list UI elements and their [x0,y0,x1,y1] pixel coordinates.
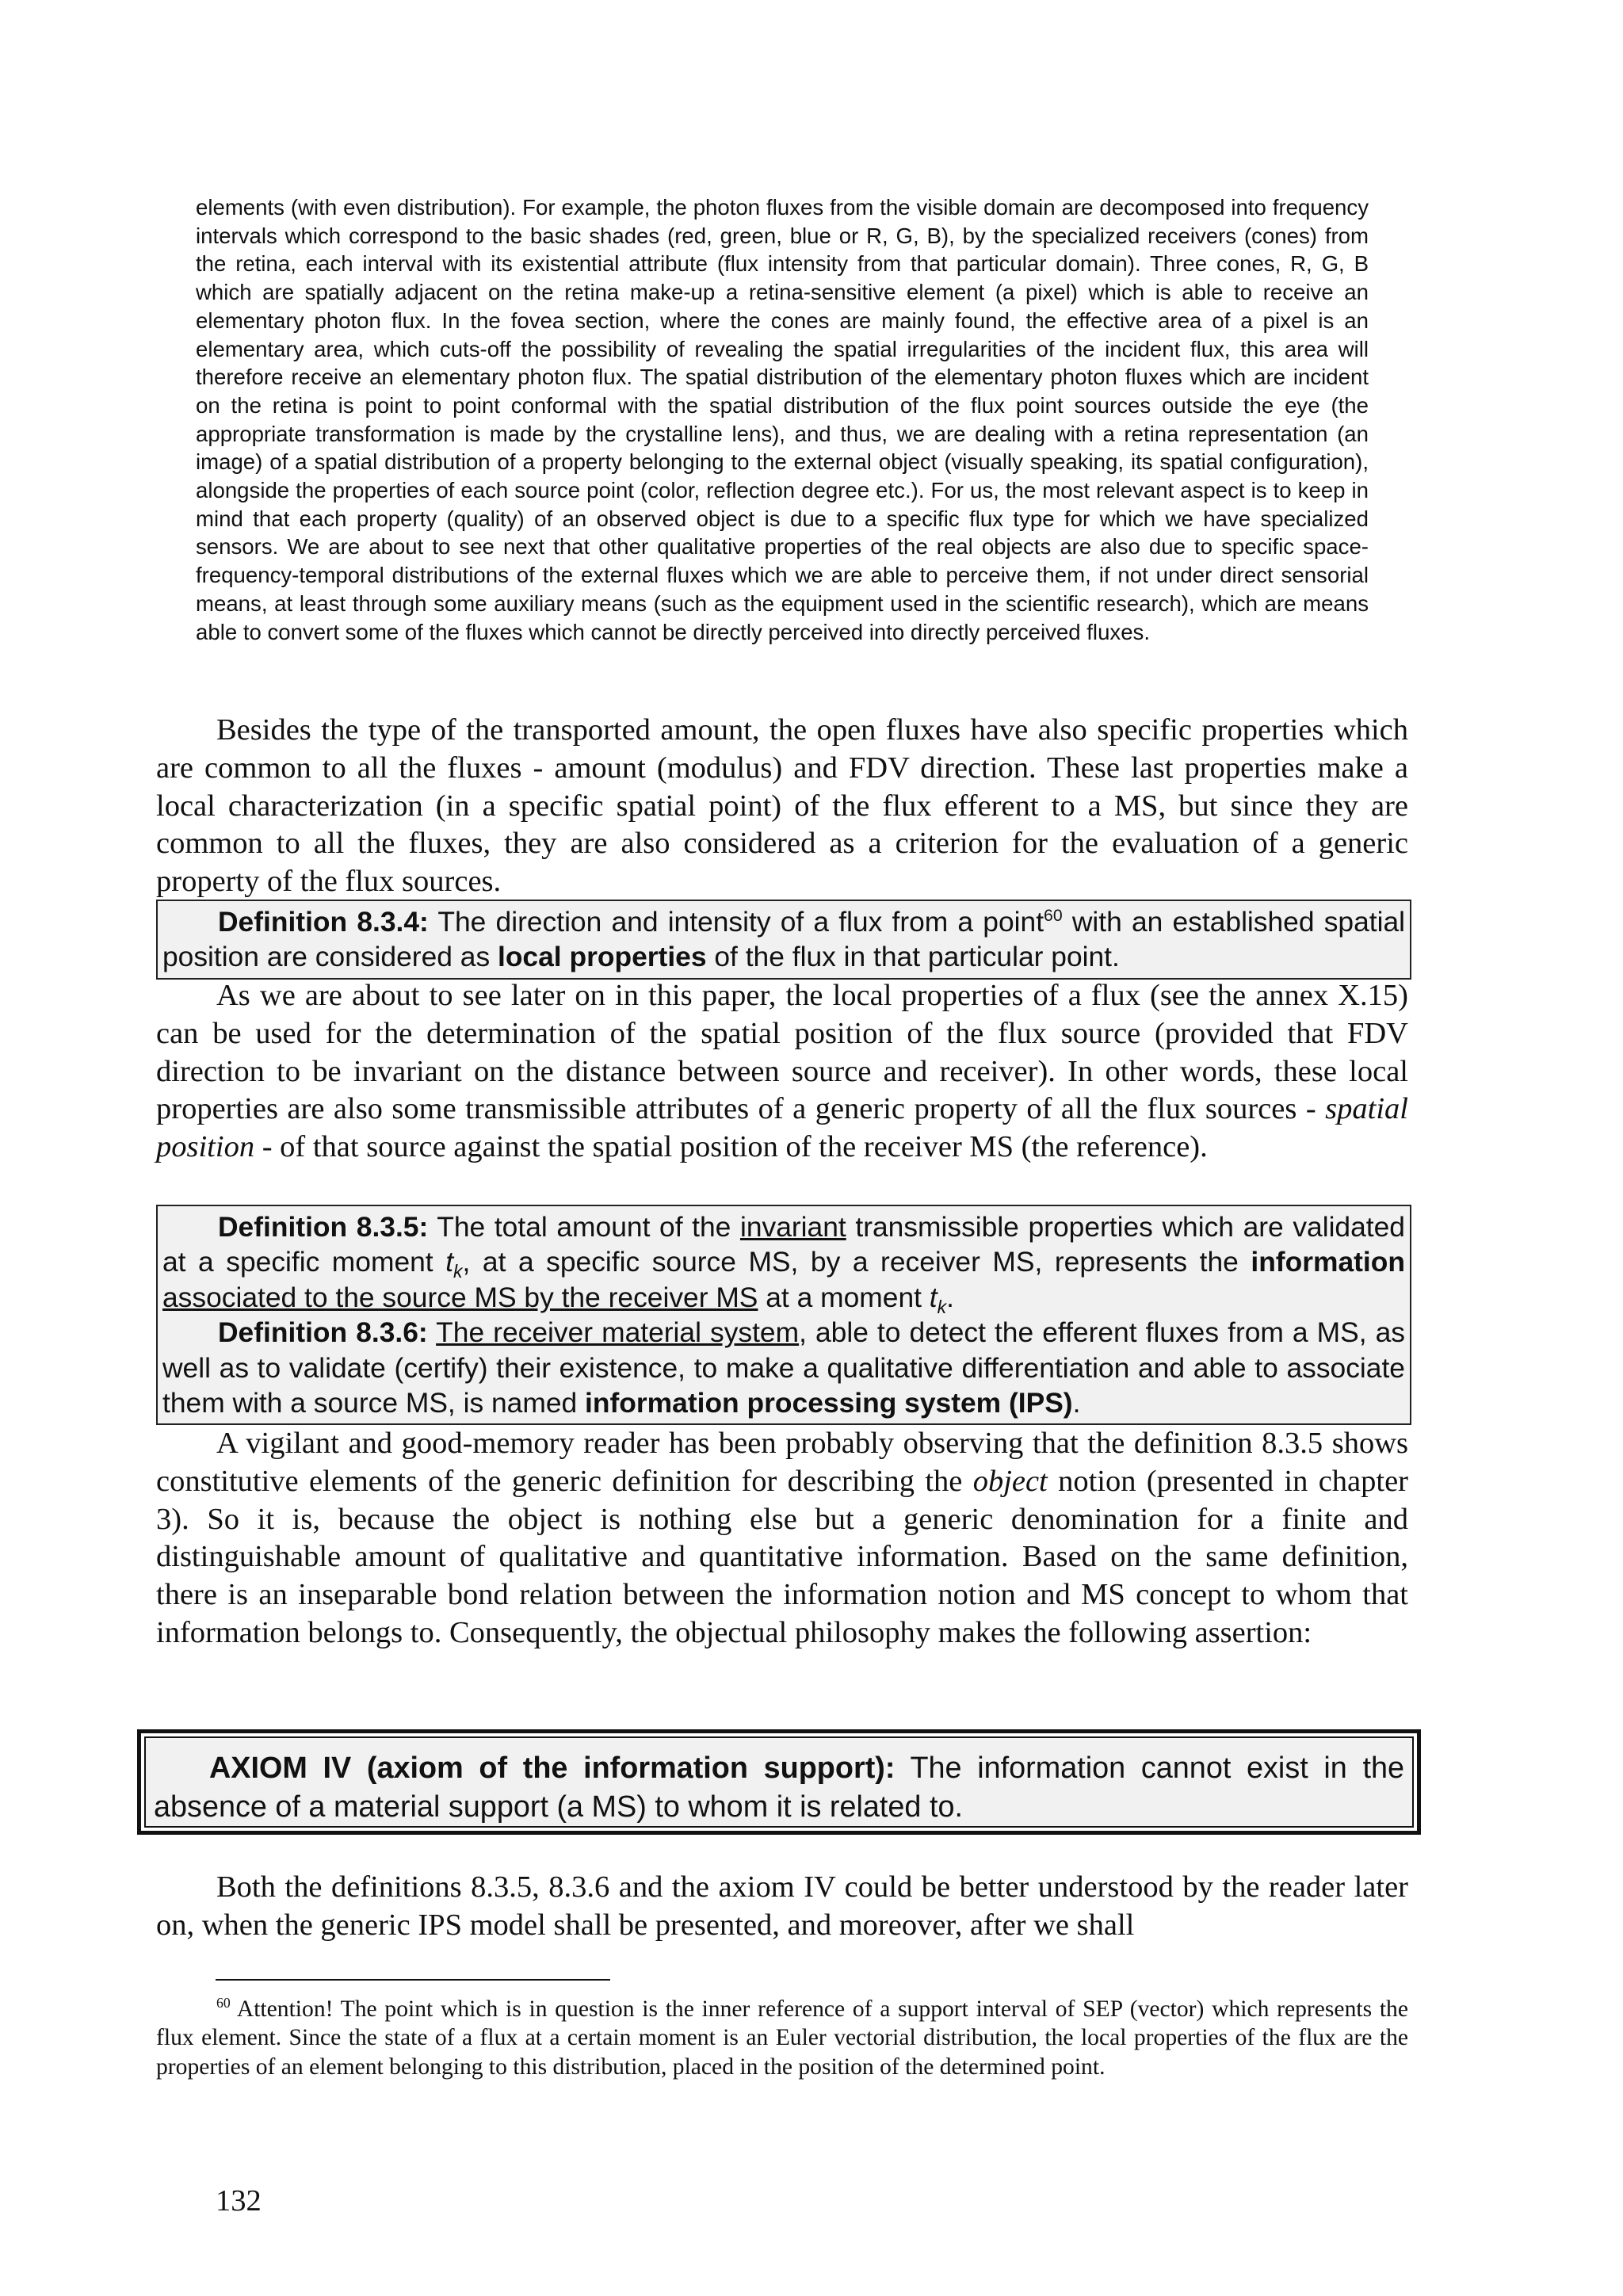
paragraph-4: Both the definitions 8.3.5, 8.3.6 and the axiom IV could be better understood by the reader later on, when the generic IPS model shall be presented, and moreover, after we shall [156,1870,1408,1942]
footnote-60 [156,1995,1408,2081]
definition-label: Definition 8.3.6: [218,1316,428,1349]
underlined-term: invariant [739,1211,846,1243]
definition-text: The total amount of the [428,1211,740,1243]
paragraph-1: Besides the type of the transported amount, the open fluxes have also specific properties which are common to all the fluxes - amount (modulus) and FDV direction. These last properties make a local characterization (in a specific spatial point) of the flux efferent to a MS, but since they are common to all the fluxes, they are also considered as a criterion for the evaluation of a generic property of the flux sources. [156,713,1408,899]
definitions-8-3-5-and-8-3-6-box [156,1205,1411,1425]
definition-8-3-4-box [156,900,1411,980]
definition-label: Definition 8.3.4: [218,906,429,938]
definition-text: . [1072,1387,1081,1419]
footnote-reference[interactable]: 60 [1044,906,1063,926]
footnote-text: Attention! The point which is in question is the inner reference of a support interval of SEP (vector) which represents the flux element. Since the state of a flux at a certain moment is an Euler vectorial distribution, the local properties of the flux are the properties of an element belonging to this distribution, placed in the position of the determined point. [156,1996,1408,2080]
definition-text: with an established spatial position are considered as [162,906,1406,973]
variable-t: t [929,1281,938,1313]
subscript-k: k [937,1296,947,1317]
axiom-label: AXIOM IV (axiom of the information support): [209,1752,896,1785]
definition-text: , able to detect the efferent fluxes from a MS, as well as to validate (certify) their existence, to make a qualitative differentiation and able to associate them with a source MS, is named [162,1316,1406,1419]
page-number: 132 [216,2184,262,2218]
underlined-term: associated to the source MS by the receiver MS [162,1281,758,1313]
definition-8-3-5 [162,1209,1405,1315]
definition-8-3-4 [162,904,1405,975]
definition-text: of the flux in that particular point. [706,941,1120,973]
definition-8-3-6 [162,1315,1405,1420]
paragraph-2 [156,977,1408,1167]
axiom-text: The information cannot exist in the absence of a material support (a MS) to whom it is related to. [154,1752,1405,1824]
definition-label: Definition 8.3.5: [218,1211,429,1243]
footnote-marker: 60 [216,1995,231,2011]
axiom-box [137,1729,1421,1835]
paragraph-3 [156,1425,1408,1652]
underlined-term: The receiver material system [436,1316,800,1349]
footnote-separator [216,1979,610,1981]
definition-text: . [946,1281,954,1313]
definition-text: transmissible properties which are validated at a specific moment [162,1211,1405,1278]
definition-text [428,1316,436,1348]
paragraph-text: A vigilant and good-memory reader has been probably observing that the definition 8.3.5 shows constitutive elements of the generic definition for describing the [156,1427,1408,1498]
axiom-inner-box [144,1736,1414,1828]
variable-t: t [445,1246,454,1278]
definition-text: The direction and intensity of a flux from a point [428,906,1044,938]
paragraph-text: notion (presented in chapter 3). So it is, because the object is nothing else but a generic denomination for a finite and distinguishable amount of qualitative and quantitative information. Based on the same definition, there is an inseparable bond relation between the information notion and MS concept to whom that information belongs to. Consequently, the objectual philosophy makes the following assertion: [156,1464,1408,1649]
subscript-k: k [453,1261,463,1282]
paragraph-text: As we are about to see later on in this paper, the local properties of a flux (see the annex X.15) can be used for the determination of the spatial position of the flux source (provided that FDV direction to be invariant on the distance between source and receiver). In other words, these local properties are also some transmissible attributes of a generic property of all the flux sources - [156,979,1408,1126]
axiom-iv [154,1749,1404,1827]
term-local-properties: local properties [497,941,707,973]
term-information: information [1251,1246,1405,1278]
italic-term: object [972,1464,1048,1498]
paragraph-text: - of that source against the spatial position of the receiver MS (the reference). [254,1130,1208,1164]
small-text-block: elements (with even distribution). For example, the photon fluxes from the visible domain are decomposed into frequency intervals which correspond to the basic shades (red, green, blue or R, G, B), by the specialized receivers (cones) from the retina, each interval with its existential attribute (flux intensity from that particular domain). Three cones, R, G, B which are spatially adjacent on the retina make-up a retina-sensitive element (a pixel) which is able to receive an elementary photon flux. In the fovea section, where the cones are mainly found, the effective area of a pixel is an elementary area, which cuts-off the possibility of revealing the spatial irregularities of the incident flux, this area will therefore receive an elementary photon flux. The spatial distribution of the elementary photon fluxes which are incident on the retina is point to point conformal with the spatial distribution of the flux point sources outside the eye (the appropriate transformation is made by the crystalline lens), and thus, we are dealing with a retina representation (an image) of a spatial distribution of a property belonging to the external object (visually speaking, its spatial configuration), alongside the properties of each source point (color, reflection degree etc.). For us, the most relevant aspect is to keep in mind that each property (quality) of an observed object is due to a specific flux type for which we have specialized sensors. We are about to see next that other qualitative properties of the real objects are also due to specific space-frequency-temporal distributions of the external fluxes which we are able to perceive them, if not under direct sensorial means, at least through some auxiliary means (such as the equipment used in the scientific research), which are means able to convert some of the fluxes which cannot be directly perceived into directly perceived fluxes. [196,195,1369,644]
definition-text: at a moment [758,1281,930,1313]
term-ips: information processing system (IPS) [585,1387,1073,1419]
definition-text: , at a specific source MS, by a receiver MS, represents the [462,1246,1251,1278]
italic-term: spatial position [156,1092,1408,1164]
